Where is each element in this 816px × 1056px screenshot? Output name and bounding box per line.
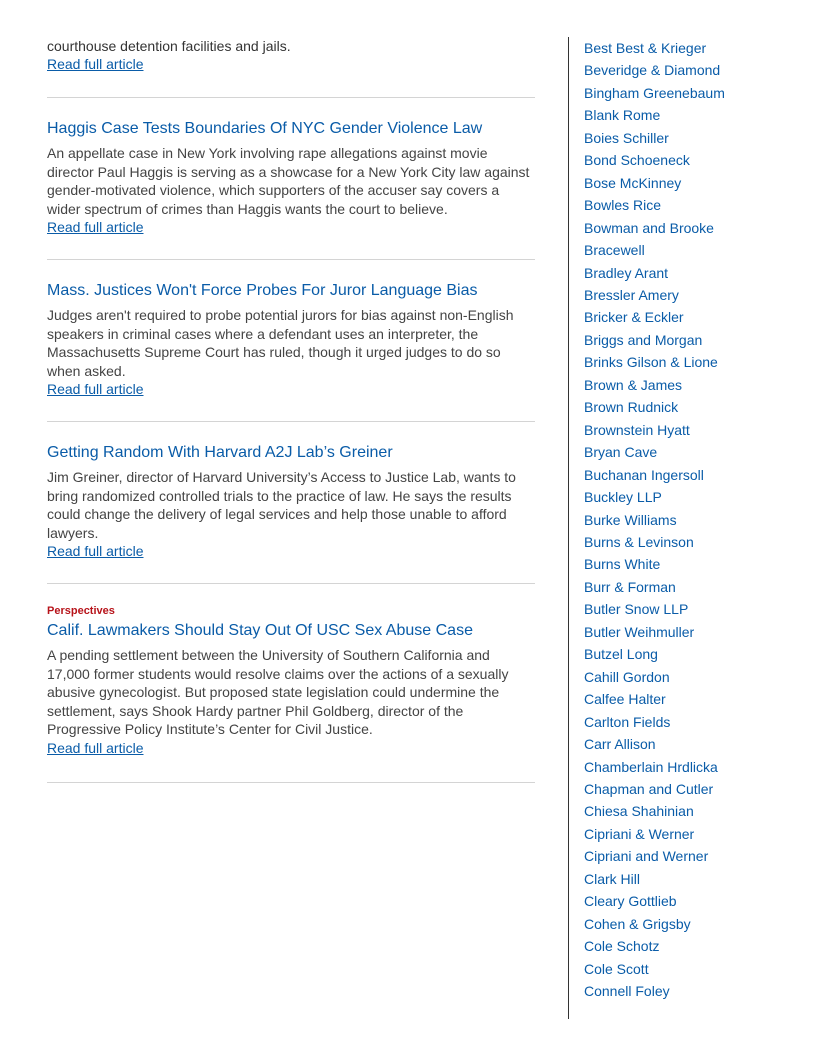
firm-link[interactable]: Carlton Fields [584,713,671,730]
firm-link[interactable]: Connell Foley [584,983,670,1000]
article-headline[interactable]: Mass. Justices Won't Force Probes For Juror Language Bias [47,282,478,299]
article-headline[interactable]: Getting Random With Harvard A2J Lab’s Greiner [47,444,393,461]
article-summary: Judges aren't required to probe potential jurors for bias against non-English speakers in criminal cases where a defendant uses an interpreter, the Massachusetts Supreme Court has ruled, though it urged judges to do so when asked. [47,307,514,379]
firm-link[interactable]: Bowman and Brooke [584,219,714,236]
firm-link[interactable]: Buckley LLP [584,489,662,506]
firm-link[interactable]: Cole Scott [584,960,649,977]
article-summary: An appellate case in New York involving rape allegations against movie director Paul Haggis is serving as a showcase for a New York City law against gender-motivated violence, which supporters of the accuser say covers a wider spectrum of crimes than Haggis wants the court to believe. [47,145,530,217]
article-feed [47,37,535,756]
firm-link[interactable]: Burke Williams [584,511,677,528]
firm-link[interactable]: Chapman and Cutler [584,780,714,797]
firm-link[interactable]: Briggs and Morgan [584,331,703,348]
firm-link[interactable]: Blank Rome [584,107,661,124]
firm-link[interactable]: Chamberlain Hrdlicka [584,758,718,775]
firm-link[interactable]: Brinks Gilson & Lione [584,354,718,371]
firm-link[interactable]: Brownstein Hyatt [584,421,690,438]
divider [47,97,535,98]
article-item [47,782,535,783]
firm-link[interactable]: Best Best & Krieger [584,40,707,56]
firm-link[interactable]: Bingham Greenebaum [584,84,725,101]
divider [47,259,535,260]
lead-text: courthouse detention facilities and jails. [47,38,291,54]
firm-link[interactable]: Bradley Arant [584,264,669,281]
divider [47,782,535,783]
firm-link[interactable]: Bose McKinney [584,174,682,191]
firm-link[interactable]: Boies Schiller [584,129,669,146]
read-full-article-link[interactable]: Read full article [47,739,144,756]
firm-link[interactable]: Clark Hill [584,870,640,887]
firm-link[interactable]: Cole Schotz [584,938,660,955]
firm-link[interactable]: Buchanan Ingersoll [584,466,704,483]
firm-link[interactable]: Butzel Long [584,646,658,663]
section-kicker: Perspectives [47,605,115,617]
firm-link[interactable]: Burr & Forman [584,578,676,595]
firm-sidebar [568,37,789,1019]
firm-link[interactable]: Chiesa Shahinian [584,803,694,820]
read-full-article-link[interactable]: Read full article [47,543,144,559]
firm-link[interactable]: Brown Rudnick [584,399,679,416]
firm-link[interactable]: Bryan Cave [584,444,658,461]
firm-link[interactable]: Calfee Halter [584,691,666,708]
firm-link[interactable]: Carr Allison [584,736,656,753]
firm-link[interactable]: Cahill Gordon [584,668,670,685]
read-full-article-link[interactable]: Read full article [47,381,144,397]
article-item [47,583,535,758]
article-item [47,97,535,237]
divider [47,583,535,584]
article-summary: Jim Greiner, director of Harvard University’s Access to Justice Lab, wants to bring randomized controlled trials to the practice of law. He says the results could change the delivery of legal services and help those unable to afford lawyers. [47,469,516,541]
firm-list [569,37,789,1002]
article-headline[interactable]: Calif. Lawmakers Should Stay Out Of USC Sex Abuse Case [47,622,473,639]
firm-link[interactable]: Bowles Rice [584,197,662,214]
article-item [47,259,535,399]
article-item [47,421,535,561]
firm-link[interactable]: Cipriani & Werner [584,825,695,842]
read-full-article-link[interactable]: Read full article [47,219,144,235]
firm-link[interactable]: Butler Weihmuller [584,623,695,640]
firm-link[interactable]: Bricker & Eckler [584,309,684,326]
firm-link[interactable]: Brown & James [584,376,683,393]
divider [47,421,535,422]
firm-link[interactable]: Bressler Amery [584,286,679,303]
article-headline[interactable]: Haggis Case Tests Boundaries Of NYC Gender Violence Law [47,120,483,137]
article-summary: A pending settlement between the University of Southern California and 17,000 former students would resolve claims over the actions of a sexually abusive gynecologist. But proposed state legislation could undermine the settlement, says Shook Hardy partner Phil Goldberg, director of the Progressive Policy Institute’s Center for Civil Justice. [47,647,509,737]
firm-link[interactable]: Bond Schoeneck [584,152,690,169]
read-full-article-link[interactable]: Read full article [47,56,144,72]
firm-link[interactable]: Burns White [584,556,661,573]
firm-link[interactable]: Cleary Gottlieb [584,893,677,910]
firm-link[interactable]: Beveridge & Diamond [584,62,721,79]
firm-link[interactable]: Cohen & Grigsby [584,915,691,932]
firm-link[interactable]: Butler Snow LLP [584,601,689,618]
firm-link[interactable]: Bracewell [584,242,645,259]
firm-link[interactable]: Cipriani and Werner [584,848,709,865]
firm-link[interactable]: Burns & Levinson [584,533,694,550]
